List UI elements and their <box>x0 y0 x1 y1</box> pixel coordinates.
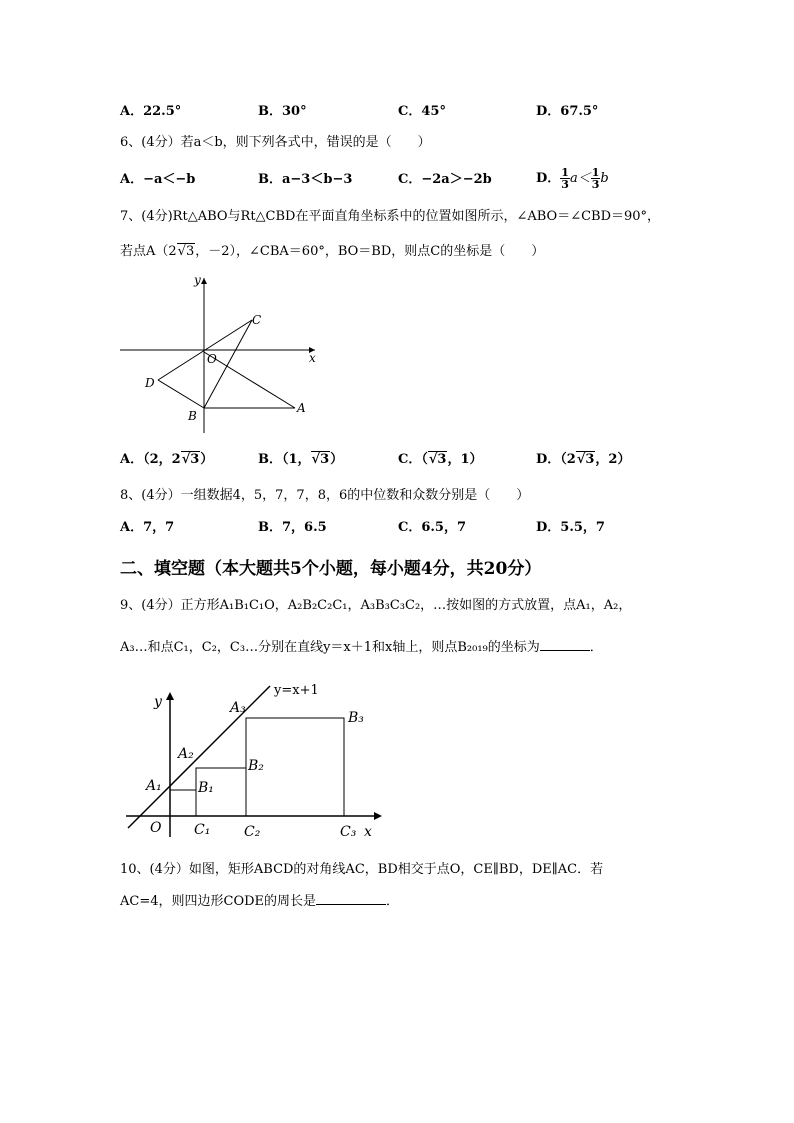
q8-option-c: C．6.5，7 <box>398 520 467 535</box>
q7-seg-OA <box>204 352 295 408</box>
q9-y-arrow <box>166 692 174 700</box>
q6-option-b: B．a−3＜b−3 <box>258 172 353 187</box>
q6-option-d-frac2: $\frac{1}{3}$ <box>591 166 600 191</box>
q9-square-1 <box>170 790 196 816</box>
q6-option-a: A．−a＜−b <box>120 172 196 187</box>
q9-label-line: y=x+1 <box>274 683 319 698</box>
q9-label-y: y <box>154 694 162 710</box>
q10-line1: 10、(4分）如图，矩形ABCD的对角线AC，BD相交于点O，CE∥BD，DE∥AC．若 <box>120 862 604 877</box>
q9-line-yx1 <box>128 686 270 828</box>
q10-line2: AC=4，则四边形CODE的周长是 ． <box>120 894 400 909</box>
q9-label-B1: B₁ <box>198 780 214 796</box>
q7-option-d: D．（2√3，2） <box>536 452 631 467</box>
q7-label-C: C <box>252 313 262 327</box>
q5-option-d: D．67.5° <box>536 104 599 119</box>
q5-option-a: A．22.5° <box>120 104 182 119</box>
q9-label-B3: B₃ <box>348 710 364 726</box>
q9-label-x: x <box>364 824 372 840</box>
q7-option-a: A．（2，2√3） <box>120 452 214 467</box>
q7-stem-line2: 若点A（2√3，－2），∠CBA＝60°，BO＝BD，则点C的坐标是（ ） <box>120 244 545 259</box>
q6-stem: 6、(4分）若a＜b，则下列各式中，错误的是（ ） <box>120 135 431 150</box>
q9-label-C3: C₃ <box>340 824 357 840</box>
q7-label-B: B <box>188 409 197 423</box>
q7-label-D: D <box>145 376 155 390</box>
q9-figure <box>118 672 393 844</box>
q10-answer-blank[interactable] <box>316 904 386 905</box>
q7-stem-line1: 7、(4分)Rt△ABO与Rt△CBD在平面直角坐标系中的位置如图所示，∠ABO＝∠CBD＝90°， <box>120 209 661 224</box>
q7-option-b: B．（1，√3） <box>258 452 344 467</box>
q9-label-B2: B₂ <box>248 758 264 774</box>
q7-y-arrow <box>201 278 207 284</box>
q5-option-b: B．30° <box>258 104 307 119</box>
q9-line1: 9、(4分）正方形A₁B₁C₁O，A₂B₂C₂C₁，A₃B₃C₃C₂，…按如图的方式放置，点A₁，A₂， <box>120 598 632 613</box>
q8-option-a: A．7，7 <box>120 520 175 535</box>
q7-seg-DB <box>158 380 204 408</box>
q6-option-d <box>536 166 609 192</box>
q6-option-d-label: D． <box>536 171 561 186</box>
q9-line2: A₃…和点C₁，C₂，C₃…分别在直线y＝x＋1和x轴上，则点B₂₀₁₉的坐标为 ． <box>120 640 603 655</box>
q7-option-c: C．（√3，1） <box>398 452 483 467</box>
q8-option-b: B．7，6.5 <box>258 520 327 535</box>
q9-x-arrow <box>374 812 382 820</box>
q6-option-d-mid: a＜ <box>569 171 591 186</box>
q9-label-O: O <box>150 820 162 836</box>
q9-label-A3: A₃ <box>230 700 246 716</box>
q7-label-y: y <box>194 273 201 287</box>
q9-label-C2: C₂ <box>244 824 261 840</box>
q9-label-A2: A₂ <box>178 746 194 762</box>
q9-answer-blank[interactable] <box>540 650 590 651</box>
q8-stem: 8、(4分）一组数据4，5，7，7，8，6的中位数和众数分别是（ ） <box>120 488 530 503</box>
q7-sqrt: √3 <box>177 244 195 259</box>
q6-option-c: C．−2a＞−2b <box>398 172 492 187</box>
q7-label-O: O <box>207 352 217 366</box>
q5-option-c: C．45° <box>398 104 446 119</box>
q8-option-d: D．5.5，7 <box>536 520 605 535</box>
q7-figure <box>110 268 330 438</box>
q7-label-x: x <box>309 351 316 365</box>
q9-label-A1: A₁ <box>146 778 162 794</box>
q7-label-A: A <box>297 401 306 415</box>
q6-option-d-frac1: $\frac{1}{3}$ <box>561 166 569 191</box>
q9-label-C1: C₁ <box>194 822 211 838</box>
section2-title: 二、填空题（本大题共5个小题，每小题4分，共20分） <box>120 559 542 579</box>
q6-option-d-end: b <box>600 171 609 186</box>
